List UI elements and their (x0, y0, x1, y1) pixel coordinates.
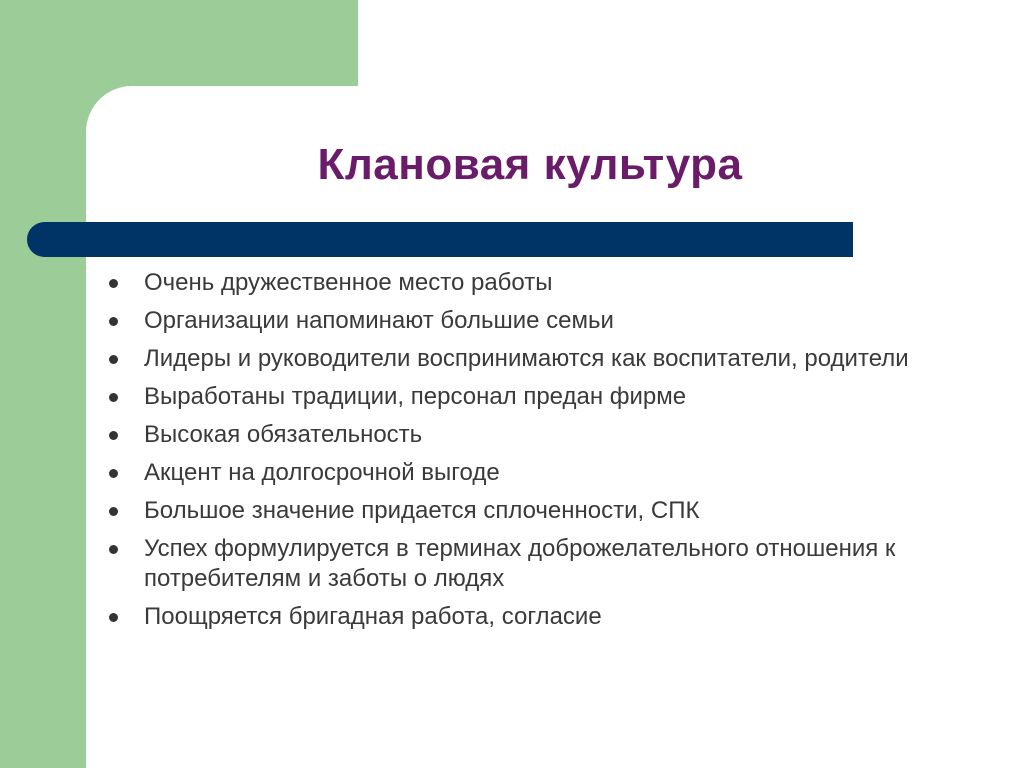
bullet-icon (109, 545, 118, 554)
list-item (108, 344, 928, 374)
bullet-icon (109, 431, 118, 440)
slide-title: Клановая культура (317, 140, 743, 189)
bullet-text: Поощряется бригадная работа, согласие (144, 603, 602, 630)
bullet-text: Лидеры и руководители воспринимаются как воспитатели, родители (144, 345, 909, 372)
list-item (108, 534, 928, 594)
list-item (108, 420, 928, 450)
bullet-icon (109, 317, 118, 326)
list-item (108, 268, 928, 298)
bullet-icon (109, 355, 118, 364)
list-item (108, 602, 928, 632)
bullet-text: Большое значение придается сплоченности, СПК (144, 497, 700, 524)
bullet-text: Успех формулируется в терминах доброжелательного отношения к потребителям и заботы о людях (144, 535, 896, 592)
list-item (108, 306, 928, 336)
bullet-text: Очень дружественное место работы (144, 269, 553, 296)
bullet-icon (109, 393, 118, 402)
bullet-icon (109, 507, 118, 516)
bullet-icon (109, 613, 118, 622)
bullet-list (108, 268, 928, 640)
bullet-icon (109, 469, 118, 478)
bullet-icon (109, 279, 118, 288)
list-item (108, 382, 928, 412)
bullet-text: Организации напоминают большие семьи (144, 307, 614, 334)
bullet-text: Выработаны традиции, персонал предан фирме (144, 383, 687, 410)
title-divider-bar (27, 222, 853, 257)
bullet-text: Высокая обязательность (144, 421, 423, 448)
list-item (108, 458, 928, 488)
bullet-text: Акцент на долгосрочной выгоде (144, 459, 500, 486)
list-item (108, 496, 928, 526)
